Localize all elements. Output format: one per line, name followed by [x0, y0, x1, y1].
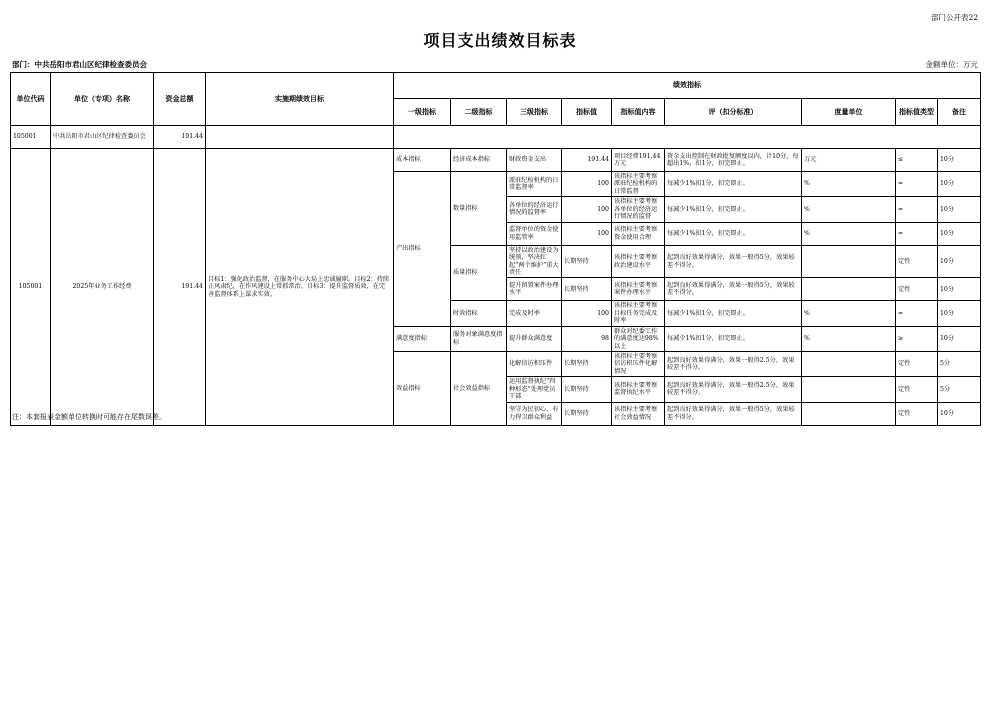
- project-goal: 目标1：强化政治监督，在服务中心大局上忠诚履职。目标2：持续正风肃纪，在作风建设上常抓常治。目标3：提升监督质效，在完善监督体系上谋求实效。: [206, 149, 394, 426]
- group-output: 产出指标: [394, 172, 451, 327]
- value-cell: 长期坚持: [562, 278, 612, 301]
- content-cell: 该指标主要考察各单位的经济运行情况的监督: [612, 197, 665, 222]
- value-cell: 98: [562, 326, 612, 351]
- value-cell: 100: [562, 197, 612, 222]
- col-remark: 备注: [938, 99, 981, 126]
- group-cost: 成本指标: [394, 149, 451, 172]
- content-cell: 该指标主要考察案件办理水平: [612, 278, 665, 301]
- type-cell: 定性: [896, 352, 938, 377]
- summary-code: 105001: [11, 126, 51, 149]
- unit-cell: [802, 402, 896, 425]
- value-cell: 长期坚持: [562, 377, 612, 402]
- remark-cell: 10分: [938, 197, 981, 222]
- type-cell: =: [896, 222, 938, 245]
- scoring-cell: 起到良好效果得满分，效果一般得5分，效果较差不得分。: [665, 402, 802, 425]
- remark-cell: 10分: [938, 402, 981, 425]
- scoring-cell: 每减少1%扣1分，扣完即止。: [665, 197, 802, 222]
- l3-cell: 提升群众满意度: [507, 326, 562, 351]
- header-row-1: [11, 73, 981, 99]
- value-cell: 长期坚持: [562, 402, 612, 425]
- content-cell: 该指标主要考察资金使用合理: [612, 222, 665, 245]
- subgroup-timeliness: 时效指标: [451, 301, 507, 326]
- page-title: 项目支出绩效目标表: [423, 31, 577, 50]
- subgroup-economic-cost: 经济成本指标: [451, 149, 507, 172]
- subgroup-quantity: 数量指标: [451, 172, 507, 246]
- content-cell: 该指标主要考察社会效益情况: [612, 402, 665, 425]
- l3-cell: 派驻纪检机构的日常监督率: [507, 172, 562, 197]
- remark-cell: 10分: [938, 245, 981, 278]
- group-benefit: 效益指标: [394, 352, 451, 426]
- col-measure-unit: 度量单位: [802, 99, 896, 126]
- group-satisfaction: 满意度指标: [394, 326, 451, 351]
- unit-cell: %: [802, 197, 896, 222]
- subgroup-social-benefit: 社会效益指标: [451, 352, 507, 426]
- value-cell: 长期坚持: [562, 245, 612, 278]
- scoring-cell: 每减少1%扣1分，扣完即止。: [665, 222, 802, 245]
- l3-cell: 坚持以政治建设为统领，坚决扛起“两个维护”重大责任: [507, 245, 562, 278]
- l3-cell: 各单位的经济运行情况的监督率: [507, 197, 562, 222]
- col-goal: 实施期绩效目标: [206, 73, 394, 126]
- l3-cell: 提升留置案件办理水平: [507, 278, 562, 301]
- scoring-cell: 每减少1%扣1分，扣完即止。: [665, 172, 802, 197]
- content-cell: 该指标主要考察派驻纪检机构的日常监督: [612, 172, 665, 197]
- scoring-cell: 每减少1%扣1分，扣完即止。: [665, 326, 802, 351]
- col-total-funds: 资金总额: [154, 73, 206, 126]
- remark-cell: 10分: [938, 172, 981, 197]
- l3-cell: 化解信访积压件: [507, 352, 562, 377]
- unit-cell: %: [802, 301, 896, 326]
- footnote: 注：本套报表金额单位转换时可能存在尾数误差。: [12, 413, 166, 421]
- subgroup-quality: 质量指标: [451, 245, 507, 301]
- unit-cell: %: [802, 172, 896, 197]
- scoring-cell: 起到良好效果得满分，效果一般得5分，效果较差不得分。: [665, 245, 802, 278]
- type-cell: =: [896, 197, 938, 222]
- col-level1: 一级指标: [394, 99, 451, 126]
- scoring-cell: 起到良好效果得满分，效果一般得2.5分，效果较差不得分。: [665, 352, 802, 377]
- l3-cell: 监督单位的资金使用监管率: [507, 222, 562, 245]
- content-cell: 群众对纪委工作的满意度达98%以上: [612, 326, 665, 351]
- unit-cell: [802, 278, 896, 301]
- summary-funds: 191.44: [154, 126, 206, 149]
- unit-cell: 万元: [802, 149, 896, 172]
- amount-unit-label: 金额单位：万元: [925, 60, 978, 69]
- scoring-cell: 起到良好效果得满分，效果一般得5分，效果较差不得分。: [665, 278, 802, 301]
- remark-cell: 10分: [938, 326, 981, 351]
- unit-cell: %: [802, 222, 896, 245]
- remark-cell: 10分: [938, 301, 981, 326]
- remark-cell: 10分: [938, 278, 981, 301]
- col-unit-name: 单位（专项）名称: [51, 73, 154, 126]
- content-cell: 该指标主要考察信访积压件化解情况: [612, 352, 665, 377]
- project-name: 2025年业务工作经费: [51, 149, 154, 426]
- type-cell: =: [896, 172, 938, 197]
- col-perf-indicator: 绩效指标: [394, 73, 981, 99]
- type-cell: 定性: [896, 278, 938, 301]
- remark-cell: 5分: [938, 352, 981, 377]
- value-cell: 长期坚持: [562, 352, 612, 377]
- page-corner-label: 部门公开表22: [930, 13, 978, 22]
- l3-cell: 财政资金支出: [507, 149, 562, 172]
- col-content: 指标值内容: [612, 99, 665, 126]
- project-code: 105001: [11, 149, 51, 426]
- unit-cell: %: [802, 326, 896, 351]
- unit-cell: [802, 245, 896, 278]
- type-cell: 定性: [896, 402, 938, 425]
- value-cell: 100: [562, 222, 612, 245]
- summary-row: [11, 126, 981, 149]
- col-level2: 二级指标: [451, 99, 507, 126]
- content-cell: 项目经费191.44万元: [612, 149, 665, 172]
- table-row: [11, 149, 981, 172]
- type-cell: =: [896, 301, 938, 326]
- performance-table: [10, 72, 981, 426]
- type-cell: 定性: [896, 377, 938, 402]
- department-label: 部门：中共岳阳市君山区纪律检查委员会: [12, 60, 147, 69]
- project-funds: 191.44: [154, 149, 206, 426]
- type-cell: ≥: [896, 326, 938, 351]
- value-cell: 100: [562, 172, 612, 197]
- scoring-cell: 资金支出控制在财政批复额度以内，计10分，每超出1%，扣1分，扣完即止。: [665, 149, 802, 172]
- unit-cell: [802, 377, 896, 402]
- remark-cell: 10分: [938, 222, 981, 245]
- l3-cell: 完成及时率: [507, 301, 562, 326]
- value-cell: 191.44: [562, 149, 612, 172]
- remark-cell: 10分: [938, 149, 981, 172]
- type-cell: ≤: [896, 149, 938, 172]
- scoring-cell: 起到良好效果得满分，效果一般得2.5分，效果较差不得分。: [665, 377, 802, 402]
- l3-cell: 运用监督执纪“四种形态”处理党员干部: [507, 377, 562, 402]
- col-level3: 三级指标: [507, 99, 562, 126]
- subgroup-service-satisfaction: 服务对象满意度指标: [451, 326, 507, 351]
- unit-cell: [802, 352, 896, 377]
- col-type: 指标值类型: [896, 99, 938, 126]
- col-scoring: 评（扣分标准）: [665, 99, 802, 126]
- col-value: 指标值: [562, 99, 612, 126]
- scoring-cell: 每减少1%扣1分，扣完即止。: [665, 301, 802, 326]
- l3-cell: 坚守为民初心，有力捍卫群众利益: [507, 402, 562, 425]
- summary-name: 中共岳阳市君山区纪律检查委员会: [51, 126, 154, 149]
- content-cell: 该指标主要考察监督执纪水平: [612, 377, 665, 402]
- remark-cell: 5分: [938, 377, 981, 402]
- value-cell: 100: [562, 301, 612, 326]
- content-cell: 该指标主要考察政治建设水平: [612, 245, 665, 278]
- type-cell: 定性: [896, 245, 938, 278]
- content-cell: 该指标主要考察目标任务完成及时率: [612, 301, 665, 326]
- col-unit-code: 单位代码: [11, 73, 51, 126]
